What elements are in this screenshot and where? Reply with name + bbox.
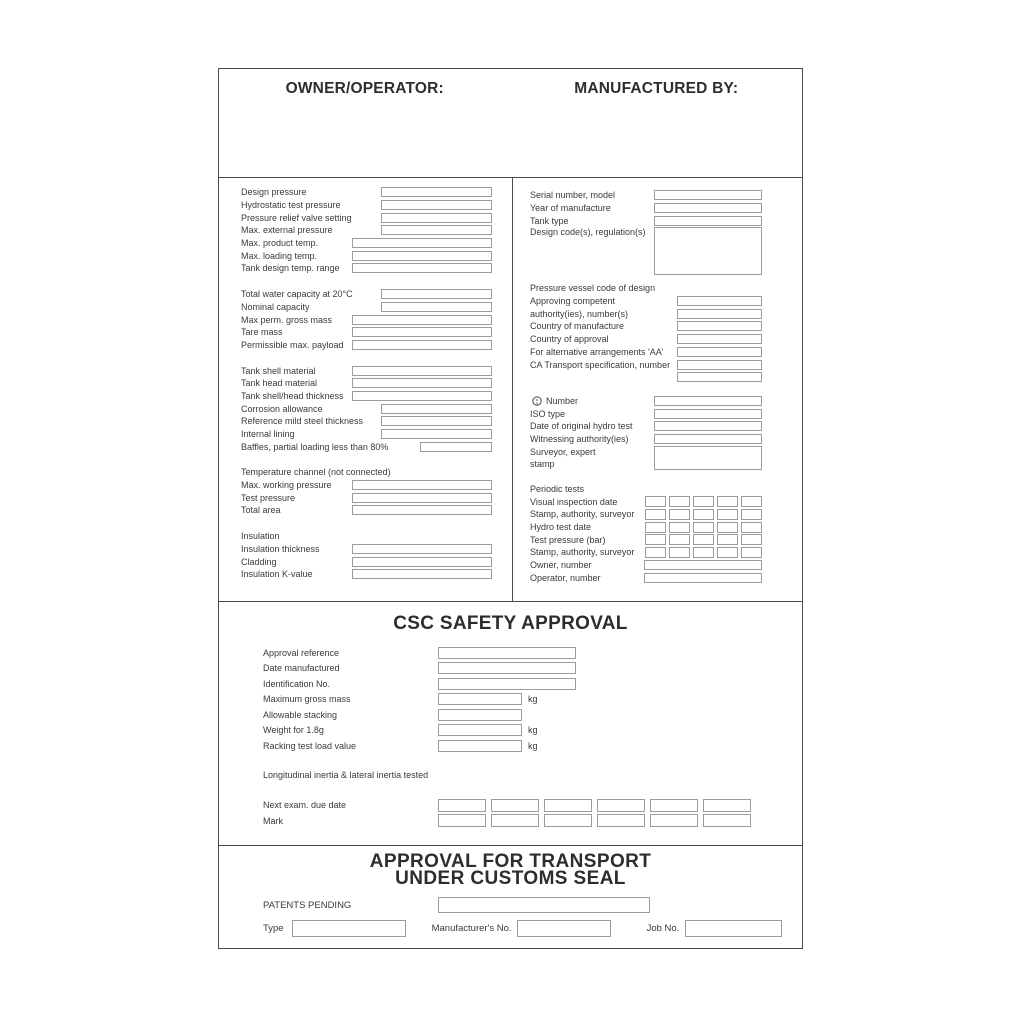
ca-transport-spec-extra-input[interactable] — [677, 372, 762, 382]
corrosion-allowance-input[interactable] — [381, 404, 492, 414]
field-row — [530, 358, 762, 371]
field-label: Stamp, authority, surveyor — [530, 547, 635, 558]
maximum-gross-mass-input[interactable] — [438, 693, 522, 705]
insulation-thickness-input[interactable] — [352, 544, 492, 554]
mark-cell-input[interactable] — [544, 814, 592, 827]
weight-for-1-8g-input[interactable] — [438, 724, 522, 736]
field-row — [241, 364, 492, 377]
field-label: Owner, number — [530, 560, 592, 571]
field-label: Hydrostatic test pressure — [241, 200, 341, 211]
field-label: Pressure relief valve setting — [241, 212, 352, 223]
field-label: Tank head material — [241, 378, 318, 389]
hydrostatic-test-pressure-input[interactable] — [381, 200, 492, 210]
baffles-input[interactable] — [420, 442, 492, 452]
field-label: Date manufactured — [263, 663, 340, 674]
field-label: Total area — [241, 505, 281, 516]
field-label: Test pressure — [241, 492, 296, 503]
field-label: Mark — [263, 815, 283, 826]
specs-left-column — [219, 178, 513, 601]
svg-text:n: n — [535, 401, 539, 406]
job-no-label: Job No. — [646, 923, 680, 934]
field-row — [530, 395, 762, 408]
exam-date-cell-input[interactable] — [544, 799, 592, 812]
capacity-group — [241, 288, 492, 351]
field-label: Year of manufacture — [530, 203, 611, 214]
insulation-group — [241, 530, 492, 581]
field-label: Number — [546, 395, 579, 406]
mark-row — [263, 813, 802, 829]
field-label: Witnessing authority(ies) — [530, 433, 629, 444]
operator-number-input[interactable] — [644, 573, 762, 583]
group-heading: Pressure vessel code of design — [530, 283, 656, 294]
cell-group — [645, 496, 762, 507]
field-label: Allowable stacking — [263, 709, 338, 720]
reference-mild-steel-thickness-input[interactable] — [381, 416, 492, 426]
field-row — [530, 307, 762, 320]
field-label: Insulation thickness — [241, 543, 320, 554]
cell-group — [645, 522, 762, 533]
approval-reference-input[interactable] — [438, 647, 576, 659]
field-row — [241, 491, 492, 504]
material-group — [241, 364, 492, 453]
field-row — [263, 738, 802, 754]
customs-title-line2: UNDER CUSTOMS SEAL — [395, 867, 626, 889]
field-row — [241, 402, 492, 415]
field-label: Stamp, authority, surveyor — [530, 509, 635, 520]
field-row — [241, 555, 492, 568]
owner-number-input[interactable] — [644, 560, 762, 570]
periodic-test-cell-input[interactable] — [741, 509, 762, 520]
max-external-pressure-input[interactable] — [381, 225, 492, 235]
field-label: Tank shell material — [241, 365, 316, 376]
field-row — [241, 390, 492, 403]
tank-type-input[interactable] — [654, 216, 762, 226]
field-label: Max perm. gross mass — [241, 314, 333, 325]
field-row — [241, 415, 492, 428]
field-label: Tare mass — [241, 327, 283, 338]
exam-date-cell-input[interactable] — [703, 799, 751, 812]
field-label: Max. loading temp. — [241, 250, 318, 261]
periodic-test-cell-input[interactable] — [741, 547, 762, 558]
field-row — [263, 661, 802, 677]
field-row — [241, 339, 492, 352]
group-heading: Periodic tests — [530, 484, 585, 495]
identity-group — [530, 189, 762, 275]
test-pressure-bar-row — [530, 533, 762, 546]
mark-cell-input[interactable] — [491, 814, 539, 827]
header-section — [219, 69, 802, 177]
field-row — [241, 543, 492, 556]
periodic-test-cell-input[interactable] — [741, 522, 762, 533]
exam-date-cell-input[interactable] — [597, 799, 645, 812]
field-row — [241, 440, 492, 453]
field-label: Total water capacity at 20°C — [241, 289, 353, 300]
cell-group — [438, 799, 751, 812]
tank-shell-material-input[interactable] — [352, 366, 492, 376]
patents-pending-row — [263, 897, 802, 913]
field-label: Next exam. due date — [263, 800, 347, 811]
manufactured-by-heading: MANUFACTURED BY: — [574, 80, 739, 97]
field-row — [241, 237, 492, 250]
surveyor-stamp-label — [530, 445, 596, 470]
authority-numbers-input[interactable] — [677, 309, 762, 319]
field-label: Design code(s), regulation(s) — [530, 227, 646, 238]
next-exam-due-date-row — [263, 798, 802, 814]
field-label: Baffles, partial loading less than 80% — [241, 441, 389, 452]
field-label: Country of manufacture — [530, 321, 625, 332]
periodic-test-cell-input[interactable] — [645, 509, 666, 520]
max-perm-gross-mass-input[interactable] — [352, 315, 492, 325]
un-number-input[interactable] — [654, 396, 762, 406]
field-row — [530, 295, 762, 308]
group-heading: Temperature channel (not connected) — [241, 467, 391, 478]
field-row — [530, 371, 762, 384]
identification-no-input[interactable] — [438, 678, 576, 690]
periodic-test-cell-input[interactable] — [645, 522, 666, 533]
group-heading: Insulation — [241, 531, 280, 542]
internal-lining-input[interactable] — [381, 429, 492, 439]
field-row — [263, 723, 802, 739]
field-row — [241, 288, 492, 301]
field-label: Reference mild steel thickness — [241, 416, 364, 427]
field-row — [241, 262, 492, 275]
cell-group — [438, 814, 751, 827]
field-label: Corrosion allowance — [241, 403, 323, 414]
cell-group — [645, 509, 762, 520]
field-label: Operator, number — [530, 572, 601, 583]
periodic-test-cell-input[interactable] — [693, 522, 714, 533]
alternative-arrangements-aa-input[interactable] — [677, 347, 762, 357]
field-label: Approving competent — [530, 296, 616, 307]
tank-shell-head-thickness-input[interactable] — [352, 391, 492, 401]
field-row — [241, 199, 492, 212]
periodic-test-cell-input[interactable] — [669, 547, 690, 558]
field-label: Approval reference — [263, 647, 340, 658]
patents-pending-label: PATENTS PENDING — [263, 899, 352, 911]
field-label: stamp — [530, 459, 555, 470]
type-label: Type — [263, 923, 284, 934]
field-label: authority(ies), number(s) — [530, 308, 629, 319]
field-label: Visual inspection date — [530, 496, 618, 507]
field-row — [263, 645, 802, 661]
customs-seal-section — [219, 845, 802, 949]
periodic-test-cell-input[interactable] — [669, 509, 690, 520]
manufacturer-no-input[interactable] — [517, 920, 611, 937]
field-row — [530, 214, 762, 227]
witnessing-authorities-input[interactable] — [654, 434, 762, 444]
original-hydro-test-date-input[interactable] — [654, 421, 762, 431]
field-row — [241, 249, 492, 262]
ca-transport-spec-input[interactable] — [677, 360, 762, 370]
serial-number-model-input[interactable] — [654, 190, 762, 200]
field-label: Surveyor, expert — [530, 446, 596, 457]
stamp-authority-surveyor-row — [530, 546, 762, 559]
test-pressure-input[interactable] — [352, 493, 492, 503]
field-label: Hydro test date — [530, 522, 592, 533]
design-pressure-input[interactable] — [381, 187, 492, 197]
field-row — [241, 186, 492, 199]
unit-label: kg — [528, 740, 538, 751]
field-row — [241, 313, 492, 326]
country-of-approval-input[interactable] — [677, 334, 762, 344]
csc-section-title: CSC SAFETY APPROVAL — [393, 613, 628, 634]
mark-cell-input[interactable] — [597, 814, 645, 827]
field-row — [530, 420, 762, 433]
field-label: Permissible max. payload — [241, 339, 344, 350]
type-manufacturer-job-row — [263, 920, 782, 937]
total-water-capacity-input[interactable] — [381, 289, 492, 299]
field-row — [241, 479, 492, 492]
country-of-manufacture-input[interactable] — [677, 321, 762, 331]
field-label: Max. working pressure — [241, 480, 332, 491]
permissible-max-payload-input[interactable] — [352, 340, 492, 350]
periodic-test-cell-input[interactable] — [693, 509, 714, 520]
iso-type-input[interactable] — [654, 409, 762, 419]
field-label: Max. external pressure — [241, 225, 333, 236]
tare-mass-input[interactable] — [352, 327, 492, 337]
approving-competent-input[interactable] — [677, 296, 762, 306]
racking-test-load-value-input[interactable] — [438, 740, 522, 752]
field-row — [530, 559, 762, 572]
periodic-test-cell-input[interactable] — [645, 496, 666, 507]
periodic-test-cell-input[interactable] — [669, 522, 690, 533]
hydro-test-date-row — [530, 521, 762, 534]
periodic-test-cell-input[interactable] — [741, 496, 762, 507]
manufacturer-no-label: Manufacturer's No. — [431, 923, 512, 934]
field-row — [241, 301, 492, 314]
pressure-vessel-code-group — [530, 282, 762, 384]
field-label: Max. product temp. — [241, 238, 319, 249]
stamp-authority-surveyor-row — [530, 508, 762, 521]
field-row — [530, 407, 762, 420]
field-row — [530, 189, 762, 202]
temperature-channel-group — [241, 466, 492, 517]
field-label: Internal lining — [241, 429, 295, 440]
field-label: Tank design temp. range — [241, 263, 340, 274]
customs-title-line1: APPROVAL FOR TRANSPORT — [369, 851, 652, 872]
field-label: ISO type — [530, 408, 566, 419]
pressure-relief-valve-setting-input[interactable] — [381, 213, 492, 223]
un-group — [530, 395, 762, 471]
csc-safety-approval-section — [219, 601, 802, 845]
periodic-test-cell-input[interactable] — [645, 547, 666, 558]
field-label: Insulation K-value — [241, 569, 313, 580]
job-no-input[interactable] — [685, 920, 782, 937]
max-loading-temp-input[interactable] — [352, 251, 492, 261]
total-area-input[interactable] — [352, 505, 492, 515]
field-label: Design pressure — [241, 187, 307, 198]
field-row — [530, 433, 762, 446]
visual-inspection-date-row — [530, 495, 762, 508]
field-label: Country of approval — [530, 334, 609, 345]
field-label: Serial number, model — [530, 190, 616, 201]
periodic-test-cell-input[interactable] — [717, 547, 738, 558]
field-label: Cladding — [241, 556, 277, 567]
customs-section-title — [219, 851, 802, 889]
max-working-pressure-input[interactable] — [352, 480, 492, 490]
field-label: Nominal capacity — [241, 301, 310, 312]
mark-cell-input[interactable] — [650, 814, 698, 827]
specifications-section — [219, 177, 802, 601]
periodic-test-cell-input[interactable] — [693, 496, 714, 507]
periodic-test-cell-input[interactable] — [717, 509, 738, 520]
field-label: Identification No. — [263, 678, 331, 689]
periodic-test-cell-input[interactable] — [693, 534, 714, 545]
field-label: Racking test load value — [263, 740, 357, 751]
periodic-test-cell-input[interactable] — [693, 547, 714, 558]
field-row — [530, 346, 762, 359]
field-row — [263, 676, 802, 692]
periodic-test-cell-input[interactable] — [669, 496, 690, 507]
periodic-test-cell-input[interactable] — [645, 534, 666, 545]
year-of-manufacture-input[interactable] — [654, 203, 762, 213]
surveyor-expert-stamp-input[interactable] — [654, 446, 762, 470]
field-label: Tank shell/head thickness — [241, 390, 344, 401]
field-row — [530, 227, 762, 275]
exam-date-cell-input[interactable] — [438, 799, 486, 812]
patents-pending-input[interactable] — [438, 897, 650, 913]
tank-design-temp-range-input[interactable] — [352, 263, 492, 273]
tank-data-plate — [218, 68, 803, 949]
exam-date-cell-input[interactable] — [650, 799, 698, 812]
cladding-input[interactable] — [352, 557, 492, 567]
cell-group — [645, 547, 762, 558]
field-row — [241, 224, 492, 237]
unit-label: kg — [528, 725, 538, 736]
field-label: Tank type — [530, 215, 569, 226]
field-row — [241, 211, 492, 224]
specs-right-column — [513, 178, 802, 601]
field-row — [241, 568, 492, 581]
allowable-stacking-input[interactable] — [438, 709, 522, 721]
field-row — [530, 320, 762, 333]
mark-cell-input[interactable] — [703, 814, 751, 827]
field-row — [241, 326, 492, 339]
periodic-test-cell-input[interactable] — [669, 534, 690, 545]
periodic-tests-group — [530, 483, 762, 585]
csc-fields — [263, 645, 802, 754]
field-label: For alternative arrangements 'AA' — [530, 346, 664, 357]
unit-label: kg — [528, 694, 538, 705]
max-product-temp-input[interactable] — [352, 238, 492, 248]
field-label: Weight for 1.8g — [263, 725, 324, 736]
field-row — [263, 692, 802, 708]
field-label: Test pressure (bar) — [530, 534, 606, 545]
insulation-k-value-input[interactable] — [352, 569, 492, 579]
field-row — [241, 504, 492, 517]
field-label: Maximum gross mass — [263, 694, 351, 705]
tank-head-material-input[interactable] — [352, 378, 492, 388]
periodic-test-cell-input[interactable] — [717, 496, 738, 507]
field-row — [530, 333, 762, 346]
mark-cell-input[interactable] — [438, 814, 486, 827]
nominal-capacity-input[interactable] — [381, 302, 492, 312]
field-label: CA Transport specification, number — [530, 359, 671, 370]
field-row — [241, 428, 492, 441]
type-input[interactable] — [292, 920, 406, 937]
owner-operator-heading: OWNER/OPERATOR: — [285, 80, 444, 97]
field-row — [530, 445, 762, 470]
svg-text:u: u — [535, 397, 539, 402]
un-packaging-symbol-icon — [532, 396, 542, 406]
date-manufactured-input[interactable] — [438, 662, 576, 674]
periodic-test-cell-input[interactable] — [717, 522, 738, 533]
un-number-label — [530, 396, 578, 406]
cell-group — [645, 534, 762, 545]
field-row — [241, 377, 492, 390]
design-codes-regulations-input[interactable] — [654, 227, 762, 275]
field-label: Date of original hydro test — [530, 421, 633, 432]
field-row — [530, 202, 762, 215]
exam-date-cell-input[interactable] — [491, 799, 539, 812]
periodic-test-cell-input[interactable] — [741, 534, 762, 545]
pressure-group — [241, 186, 492, 275]
periodic-test-cell-input[interactable] — [717, 534, 738, 545]
field-row — [530, 572, 762, 585]
field-row — [263, 707, 802, 723]
inertia-tested-note: Longitudinal inertia & lateral inertia tested — [263, 769, 429, 780]
